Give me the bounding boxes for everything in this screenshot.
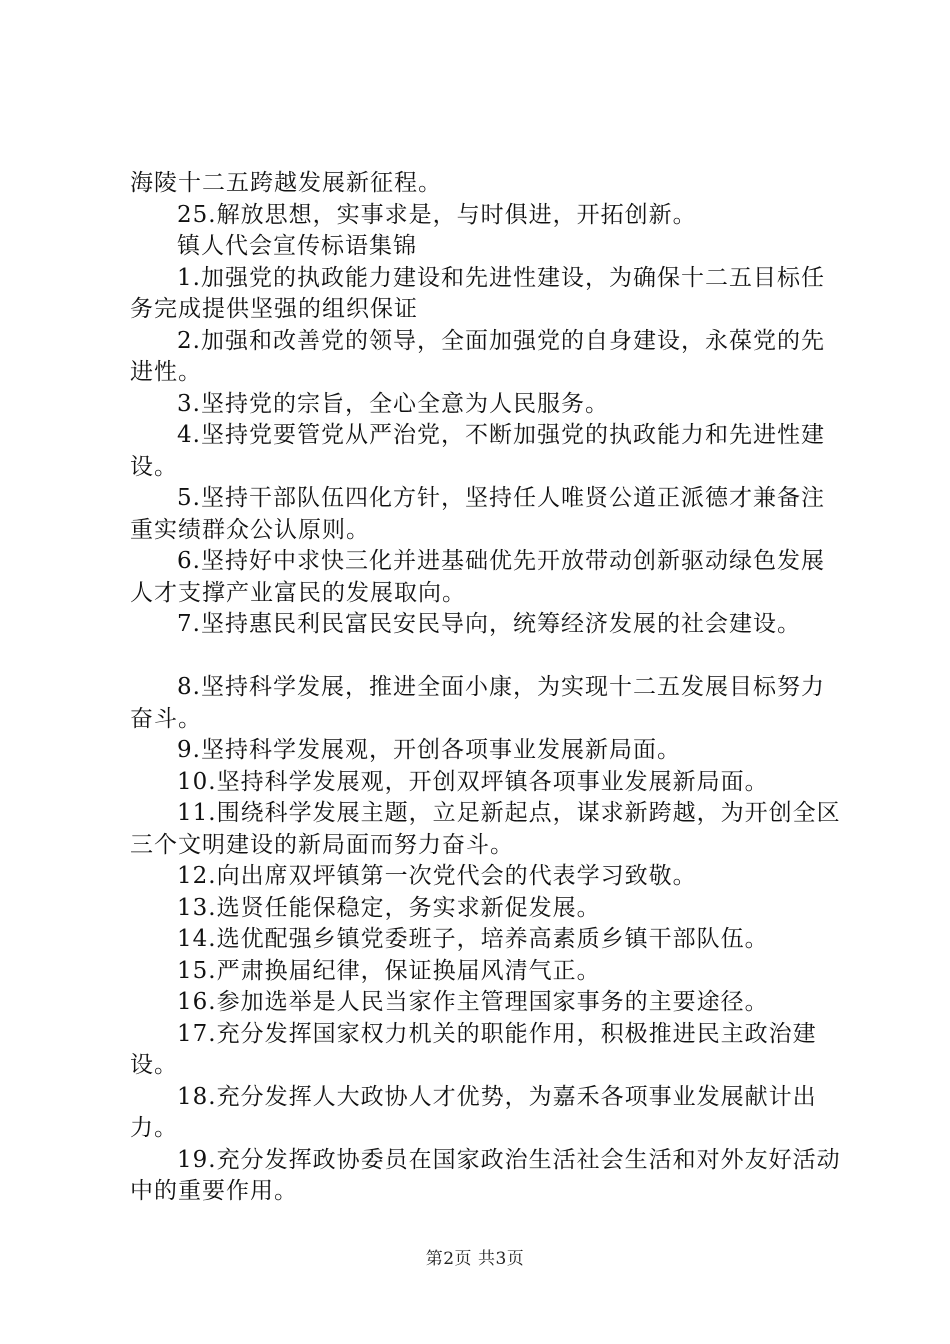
blank-line: [130, 641, 845, 673]
paragraph: 12.向出席双坪镇第一次党代会的代表学习致敬。: [177, 863, 697, 889]
paragraph: 镇人代会宣传标语集锦: [177, 233, 417, 259]
paragraph: 海陵十二五跨越发展新征程。: [130, 170, 442, 196]
paragraph: 13.选贤任能保稳定，务实求新促发展。: [177, 894, 601, 921]
document-body: [130, 168, 845, 1208]
paragraph: 4.坚持党要管党从严治党，不断加强党的执政能力和先进性建设。: [130, 422, 825, 480]
paragraph: 15.严肃换届纪律，保证换届风清气正。: [177, 957, 601, 984]
paragraph: 1.加强党的执政能力建设和先进性建设，为确保十二五目标任务完成提供坚强的组织保证: [130, 264, 825, 322]
paragraph: 25.解放思想，实事求是，与时俱进，开拓创新。: [177, 201, 697, 228]
paragraph: 3.坚持党的宗旨，全心全意为人民服务。: [177, 390, 609, 417]
paragraph: 8.坚持科学发展，推进全面小康，为实现十二五发展目标努力奋斗。: [130, 674, 825, 732]
paragraph: 9.坚持科学发展观，开创各项事业发展新局面。: [177, 737, 681, 763]
page-footer: [0, 1244, 950, 1269]
paragraph: 18.充分发挥人大政协人才优势，为嘉禾各项事业发展献计出力。: [130, 1083, 817, 1141]
paragraph: 2.加强和改善党的领导，全面加强党的自身建设，永葆党的先进性。: [130, 327, 825, 385]
paragraph: 5.坚持干部队伍四化方针，坚持任人唯贤公道正派德才兼备注重实绩群众公认原则。: [130, 485, 825, 543]
page-number-label: 第2页 共3页: [425, 1249, 525, 1269]
paragraph: 7.坚持惠民利民富民安民导向，统筹经济发展的社会建设。: [177, 611, 801, 637]
paragraph: 10.坚持科学发展观，开创双坪镇各项事业发展新局面。: [177, 768, 769, 795]
paragraph: 6.坚持好中求快三化并进基础优先开放带动创新驱动绿色发展人才支撑产业富民的发展取向。: [130, 548, 825, 606]
paragraph: 19.充分发挥政协委员在国家政治生活社会生活和对外友好活动中的重要作用。: [130, 1146, 841, 1204]
paragraph: 11.围绕科学发展主题，立足新起点，谋求新跨越，为开创全区三个文明建设的新局面而努力奋斗。: [130, 800, 841, 858]
paragraph: 14.选优配强乡镇党委班子，培养高素质乡镇干部队伍。: [177, 926, 769, 952]
paragraph: 17.充分发挥国家权力机关的职能作用，积极推进民主政治建设。: [130, 1020, 817, 1078]
paragraph: 16.参加选举是人民当家作主管理国家事务的主要途径。: [177, 989, 769, 1015]
